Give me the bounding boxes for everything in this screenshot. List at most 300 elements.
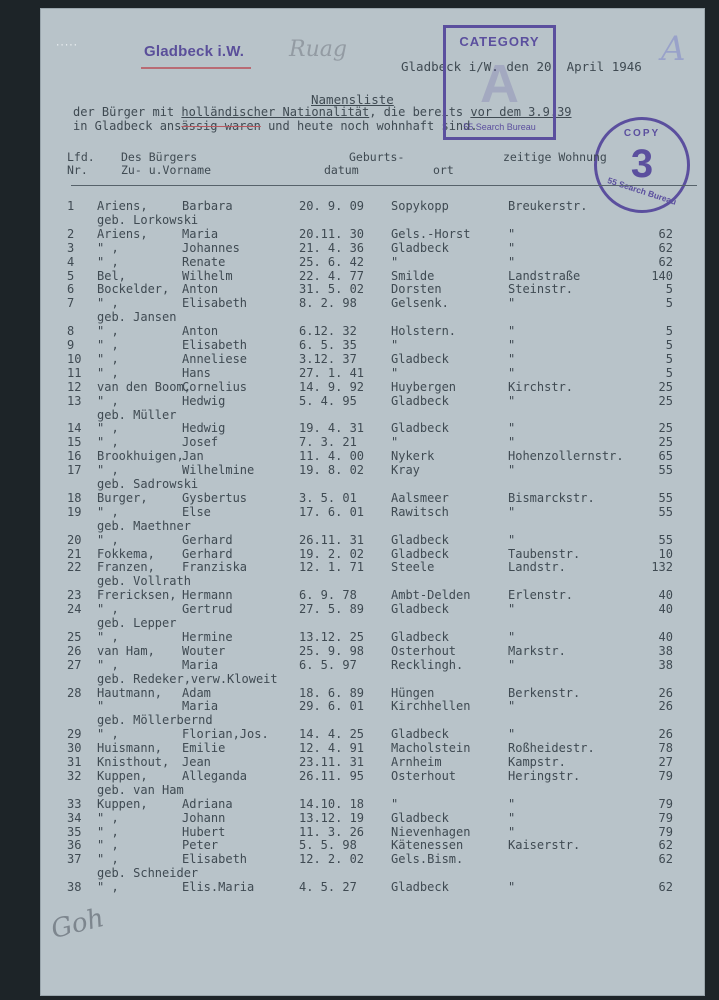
row-street: Markstr. xyxy=(508,643,566,658)
row-birth-place: " xyxy=(391,796,399,811)
row-birth-date: 21. 4. 36 xyxy=(299,240,365,255)
row-number: 24 xyxy=(67,602,82,617)
row-birth-place: " xyxy=(391,435,399,450)
copy-stamp-footer: 55 Search Bureau xyxy=(606,175,678,207)
table-row xyxy=(41,366,704,380)
row-birth-place: Gels.-Horst xyxy=(391,226,471,241)
row-surname: " xyxy=(97,699,105,714)
row-first-name: Wilhelmine xyxy=(182,463,255,478)
row-surname: Kuppen, xyxy=(97,768,148,783)
row-street: " xyxy=(508,504,516,519)
row-birth-date: 6. 5. 97 xyxy=(299,657,357,672)
row-first-name: Maria xyxy=(182,699,219,714)
row-first-name: Anton xyxy=(182,324,219,339)
row-birth-date: 27. 5. 89 xyxy=(299,602,365,617)
row-first-name: Else xyxy=(182,504,211,519)
row-surname: " , xyxy=(97,421,119,436)
row-first-name: Hedwig xyxy=(182,421,226,436)
row-first-name: Johann xyxy=(182,810,226,825)
row-birth-place: Nykerk xyxy=(391,449,435,464)
row-surname: geb. Schneider xyxy=(97,866,199,881)
row-surname: Ariens, xyxy=(97,226,148,241)
row-house-number: 5 xyxy=(665,351,673,366)
row-number: 9 xyxy=(67,338,75,352)
row-surname: Burger, xyxy=(97,490,148,505)
row-birth-date: 23.11. 31 xyxy=(299,755,365,769)
row-street: " xyxy=(508,602,516,617)
row-birth-date: 14. 9. 92 xyxy=(299,379,365,394)
row-number: 20 xyxy=(67,532,82,547)
table-row xyxy=(41,797,704,811)
table-row xyxy=(41,838,704,852)
row-first-name: Wilhelm xyxy=(182,268,233,283)
table-row xyxy=(41,574,704,588)
table-row xyxy=(41,825,704,839)
row-birth-place: Gels.Bism. xyxy=(391,852,464,867)
row-surname: van Ham, xyxy=(97,643,155,658)
row-surname: " , xyxy=(97,657,119,672)
row-house-number: 40 xyxy=(658,588,673,603)
row-house-number: 140 xyxy=(651,268,673,283)
row-birth-date: 12. 1. 71 xyxy=(299,560,365,575)
row-birth-date: 26.11. 31 xyxy=(299,532,365,547)
row-birth-place: " xyxy=(391,338,399,352)
row-surname: van den Boom, xyxy=(97,379,191,394)
row-surname: " , xyxy=(97,463,119,478)
handwritten-signature: Goh xyxy=(48,903,108,945)
row-number: 17 xyxy=(67,463,82,478)
table-row xyxy=(41,519,704,533)
row-street: " xyxy=(508,351,516,366)
row-number: 33 xyxy=(67,796,82,811)
row-birth-date: 19. 8. 02 xyxy=(299,463,365,478)
row-first-name: Adriana xyxy=(182,796,233,811)
row-number: 31 xyxy=(67,755,82,769)
row-surname: geb. Lorkowski xyxy=(97,212,199,227)
table-row xyxy=(41,310,704,324)
row-street: Steinstr. xyxy=(508,282,574,297)
row-surname: " , xyxy=(97,504,119,519)
row-number: 10 xyxy=(67,351,82,366)
row-number: 19 xyxy=(67,504,82,519)
row-house-number: 26 xyxy=(658,685,673,700)
table-row xyxy=(41,338,704,352)
table-row xyxy=(41,616,704,630)
row-street: Bismarckstr. xyxy=(508,490,595,505)
row-surname: Franzen, xyxy=(97,560,155,575)
row-birth-date: 3.12. 37 xyxy=(299,351,357,366)
row-birth-place: Gladbeck xyxy=(391,351,449,366)
row-first-name: Jan xyxy=(182,449,204,464)
row-birth-place: Gladbeck xyxy=(391,532,449,547)
row-street: Kirchstr. xyxy=(508,379,574,394)
row-house-number: 26 xyxy=(658,699,673,714)
row-number: 1 xyxy=(67,199,75,213)
list-title: Namensliste xyxy=(311,92,394,107)
row-first-name: Maria xyxy=(182,657,219,672)
row-birth-date: 19. 4. 31 xyxy=(299,421,365,436)
table-row xyxy=(41,866,704,880)
table-row xyxy=(41,394,704,408)
row-birth-place: Recklingh. xyxy=(391,657,464,672)
row-street: Kampstr. xyxy=(508,755,566,769)
row-surname: geb. Sadrowski xyxy=(97,477,199,491)
header-rule xyxy=(71,185,697,186)
table-row xyxy=(41,783,704,797)
row-house-number: 38 xyxy=(658,643,673,658)
row-surname: Bel, xyxy=(97,268,126,283)
table-row xyxy=(41,811,704,825)
row-birth-place: Hüngen xyxy=(391,685,435,700)
row-birth-place: Gladbeck xyxy=(391,810,449,825)
row-street: Landstr. xyxy=(508,560,566,575)
row-first-name: Franziska xyxy=(182,560,248,575)
row-birth-date: 5. 4. 95 xyxy=(299,393,357,408)
row-surname: Knisthout, xyxy=(97,755,170,769)
row-birth-place: Gladbeck xyxy=(391,393,449,408)
row-surname: " , xyxy=(97,629,119,644)
row-birth-place: Gladbeck xyxy=(391,602,449,617)
table-row xyxy=(41,852,704,866)
row-surname: geb. Müller xyxy=(97,407,177,422)
category-stamp-value: A xyxy=(480,54,519,114)
table-row xyxy=(41,241,704,255)
row-street: " xyxy=(508,657,516,672)
row-birth-place: Arnheim xyxy=(391,755,442,769)
row-first-name: Hubert xyxy=(182,824,226,839)
subtitle-struck-text: ässig waren xyxy=(181,119,261,133)
row-number: 23 xyxy=(67,588,82,603)
row-number: 26 xyxy=(67,643,82,658)
row-house-number: 78 xyxy=(658,741,673,756)
row-birth-place: Kray xyxy=(391,463,420,478)
table-row xyxy=(41,352,704,366)
row-house-number: 62 xyxy=(658,226,673,241)
row-birth-date: 3. 5. 01 xyxy=(299,490,357,505)
row-number: 14 xyxy=(67,421,82,436)
table-row xyxy=(41,769,704,783)
row-first-name: Florian,Jos. xyxy=(182,727,269,742)
row-street: " xyxy=(508,629,516,644)
row-surname: " , xyxy=(97,880,119,895)
row-birth-place: Smilde xyxy=(391,268,435,283)
row-surname: Hautmann, xyxy=(97,685,163,700)
row-number: 13 xyxy=(67,393,82,408)
row-first-name: Maria xyxy=(182,226,219,241)
row-birth-place: Gladbeck xyxy=(391,546,449,561)
row-street: " xyxy=(508,393,516,408)
table-row xyxy=(41,449,704,463)
row-surname: Huismann, xyxy=(97,741,163,756)
row-house-number: 55 xyxy=(658,463,673,478)
row-birth-date: 11. 4. 00 xyxy=(299,449,365,464)
row-number: 15 xyxy=(67,435,82,450)
row-house-number: 5 xyxy=(665,338,673,352)
punch-mark: ····· xyxy=(55,41,78,51)
row-number: 2 xyxy=(67,226,75,241)
table-row xyxy=(41,686,704,700)
row-birth-place: " xyxy=(391,365,399,380)
table-row xyxy=(41,463,704,477)
row-birth-place: Gladbeck xyxy=(391,629,449,644)
municipal-stamp-underline xyxy=(141,67,251,69)
table-row xyxy=(41,421,704,435)
row-surname: Ariens, xyxy=(97,199,148,213)
row-birth-date: 25. 9. 98 xyxy=(299,643,365,658)
table-row xyxy=(41,741,704,755)
table-row xyxy=(41,644,704,658)
row-surname: " , xyxy=(97,852,119,867)
row-street: Roßheidestr. xyxy=(508,741,595,756)
category-stamp xyxy=(443,25,556,140)
table-row xyxy=(41,560,704,574)
row-number: 35 xyxy=(67,824,82,839)
row-house-number: 55 xyxy=(658,490,673,505)
row-surname: geb. van Ham xyxy=(97,782,184,797)
subtitle-underlined-nationality: holländischer Nationalität xyxy=(181,105,370,119)
table-row xyxy=(41,713,704,727)
document-page xyxy=(40,8,705,996)
row-first-name: Cornelius xyxy=(182,379,248,394)
row-surname: geb. Lepper xyxy=(97,616,177,630)
row-surname: " , xyxy=(97,365,119,380)
row-house-number: 62 xyxy=(658,838,673,853)
row-first-name: Anton xyxy=(182,282,219,297)
row-birth-place: Gladbeck xyxy=(391,240,449,255)
column-header-name-2: Zu- u.Vorname xyxy=(121,163,212,177)
row-street: Kaiserstr. xyxy=(508,838,581,853)
row-surname: Bockelder, xyxy=(97,282,170,297)
row-birth-place: Huybergen xyxy=(391,379,457,394)
row-number: 16 xyxy=(67,449,82,464)
row-birth-place: Macholstein xyxy=(391,741,471,756)
row-birth-date: 5. 5. 98 xyxy=(299,838,357,853)
row-house-number: 40 xyxy=(658,629,673,644)
row-surname: geb. Möllerbernd xyxy=(97,713,213,728)
table-row xyxy=(41,199,704,213)
column-header-number-2: Nr. xyxy=(67,163,88,177)
row-number: 37 xyxy=(67,852,82,867)
row-first-name: Gerhard xyxy=(182,532,233,547)
row-birth-date: 27. 1. 41 xyxy=(299,365,365,380)
row-number: 21 xyxy=(67,546,82,561)
row-number: 34 xyxy=(67,810,82,825)
table-row xyxy=(41,435,704,449)
row-birth-place: Holstern. xyxy=(391,324,457,339)
subtitle-underlined-date: vor dem 3.9.39 xyxy=(470,105,572,119)
row-first-name: Gertrud xyxy=(182,602,233,617)
row-number: 27 xyxy=(67,657,82,672)
row-number: 38 xyxy=(67,880,82,895)
row-birth-place: Gladbeck xyxy=(391,727,449,742)
subtitle-text: in Gladbeck ans xyxy=(73,119,182,133)
row-birth-date: 6. 9. 78 xyxy=(299,588,357,603)
row-house-number: 62 xyxy=(658,240,673,255)
row-birth-place: Kirchhellen xyxy=(391,699,471,714)
row-surname: " , xyxy=(97,532,119,547)
row-first-name: Elisabeth xyxy=(182,338,248,352)
category-stamp-label: CATEGORY xyxy=(459,34,540,49)
row-house-number: 132 xyxy=(651,560,673,575)
row-street: " xyxy=(508,880,516,895)
row-street: " xyxy=(508,532,516,547)
row-street: " xyxy=(508,824,516,839)
row-street: Breukerstr. xyxy=(508,199,588,213)
row-birth-date: 14.10. 18 xyxy=(299,796,365,811)
table-row xyxy=(41,727,704,741)
row-house-number: 25 xyxy=(658,435,673,450)
table-row xyxy=(41,282,704,296)
row-first-name: Johannes xyxy=(182,240,240,255)
copy-stamp-label: COPY xyxy=(623,128,661,139)
row-house-number: 5 xyxy=(665,296,673,311)
row-surname: geb. Jansen xyxy=(97,310,177,325)
column-header-name-1: Des Bürgers xyxy=(121,150,198,164)
copy-stamp-number: 3 xyxy=(630,142,654,186)
row-birth-place: Rawitsch xyxy=(391,504,449,519)
municipal-stamp: Gladbeck i.W. xyxy=(144,43,245,60)
row-street: " xyxy=(508,240,516,255)
row-street: " xyxy=(508,463,516,478)
row-street: " xyxy=(508,810,516,825)
row-house-number: 79 xyxy=(658,768,673,783)
row-street: " xyxy=(508,365,516,380)
row-number: 18 xyxy=(67,490,82,505)
column-header-birth: Geburts- xyxy=(349,150,405,164)
row-number: 28 xyxy=(67,685,82,700)
row-street: Taubenstr. xyxy=(508,546,581,561)
pencil-note: Ruag xyxy=(289,37,347,62)
row-surname: " , xyxy=(97,254,119,269)
row-birth-date: 11. 3. 26 xyxy=(299,824,365,839)
row-birth-date: 20.11. 30 xyxy=(299,226,365,241)
column-header-number-1: Lfd. xyxy=(67,150,95,164)
row-first-name: Renate xyxy=(182,254,226,269)
row-house-number: 27 xyxy=(658,755,673,769)
row-first-name: Hans xyxy=(182,365,211,380)
row-house-number: 40 xyxy=(658,602,673,617)
table-row xyxy=(41,658,704,672)
row-surname: geb. Vollrath xyxy=(97,574,191,589)
row-birth-place: Gladbeck xyxy=(391,880,449,895)
row-surname: Frericksen, xyxy=(97,588,177,603)
row-number: 11 xyxy=(67,365,82,380)
table-row xyxy=(41,324,704,338)
row-first-name: Elisabeth xyxy=(182,852,248,867)
row-first-name: Alleganda xyxy=(182,768,248,783)
row-house-number: 25 xyxy=(658,421,673,436)
row-birth-date: 18. 6. 89 xyxy=(299,685,365,700)
row-surname: Kuppen, xyxy=(97,796,148,811)
row-first-name: Emilie xyxy=(182,741,226,756)
row-house-number: 79 xyxy=(658,824,673,839)
row-surname: geb. Redeker,verw.Kloweit xyxy=(97,671,278,686)
row-number: 22 xyxy=(67,560,82,575)
row-first-name: Jean xyxy=(182,755,211,769)
row-street: Hohenzollernstr. xyxy=(508,449,624,464)
row-house-number: 25 xyxy=(658,393,673,408)
row-birth-date: 29. 6. 01 xyxy=(299,699,365,714)
row-street: " xyxy=(508,435,516,450)
row-first-name: Josef xyxy=(182,435,219,450)
row-house-number: 38 xyxy=(658,657,673,672)
column-header-birth-place: ort xyxy=(433,163,454,177)
row-first-name: Hermine xyxy=(182,629,233,644)
table-row xyxy=(41,672,704,686)
row-number: 36 xyxy=(67,838,82,853)
row-number: 4 xyxy=(67,254,75,269)
row-house-number: 5 xyxy=(665,282,673,297)
row-house-number: 62 xyxy=(658,254,673,269)
row-first-name: Elis.Maria xyxy=(182,880,255,895)
row-street: " xyxy=(508,421,516,436)
row-street: Heringstr. xyxy=(508,768,581,783)
row-house-number: 5 xyxy=(665,365,673,380)
row-first-name: Barbara xyxy=(182,199,233,213)
row-birth-place: Aalsmeer xyxy=(391,490,449,505)
row-birth-date: 13.12. 19 xyxy=(299,810,365,825)
row-street: " xyxy=(508,296,516,311)
row-first-name: Hermann xyxy=(182,588,233,603)
row-street: " xyxy=(508,796,516,811)
row-birth-date: 31. 5. 02 xyxy=(299,282,365,297)
row-birth-place: Osterhout xyxy=(391,643,457,658)
row-birth-date: 25. 6. 42 xyxy=(299,254,365,269)
row-birth-place: Dorsten xyxy=(391,282,442,297)
row-surname: " , xyxy=(97,296,119,311)
row-surname: " , xyxy=(97,338,119,352)
row-surname: " , xyxy=(97,824,119,839)
row-birth-date: 22. 4. 77 xyxy=(299,268,365,283)
row-surname: " , xyxy=(97,727,119,742)
row-surname: Fokkema, xyxy=(97,546,155,561)
row-birth-place: Gladbeck xyxy=(391,421,449,436)
row-street: " xyxy=(508,226,516,241)
row-house-number: 65 xyxy=(658,449,673,464)
table-row xyxy=(41,547,704,561)
row-number: 8 xyxy=(67,324,75,339)
row-birth-date: 17. 6. 01 xyxy=(299,504,365,519)
row-number: 25 xyxy=(67,629,82,644)
row-street: " xyxy=(508,254,516,269)
row-number: 30 xyxy=(67,741,82,756)
row-number: 5 xyxy=(67,268,75,283)
row-number: 6 xyxy=(67,282,75,297)
row-birth-place: Kätenessen xyxy=(391,838,464,853)
row-surname: " , xyxy=(97,240,119,255)
row-house-number: 79 xyxy=(658,796,673,811)
row-birth-date: 20. 9. 09 xyxy=(299,199,365,213)
row-birth-date: 8. 2. 98 xyxy=(299,296,357,311)
row-birth-date: 13.12. 25 xyxy=(299,629,365,644)
row-surname: " , xyxy=(97,810,119,825)
row-birth-place: Ambt-Delden xyxy=(391,588,471,603)
table-row xyxy=(41,880,704,894)
row-birth-date: 6.12. 32 xyxy=(299,324,357,339)
row-house-number: 5 xyxy=(665,324,673,339)
row-street: " xyxy=(508,727,516,742)
table-row xyxy=(41,296,704,310)
table-row xyxy=(41,755,704,769)
subtitle-line-2 xyxy=(73,119,478,133)
table-row xyxy=(41,533,704,547)
row-number: 12 xyxy=(67,379,82,394)
table-row xyxy=(41,269,704,283)
table-row xyxy=(41,699,704,713)
column-header-birth-date: datum xyxy=(324,163,359,177)
row-street: Erlenstr. xyxy=(508,588,574,603)
table-row xyxy=(41,408,704,422)
